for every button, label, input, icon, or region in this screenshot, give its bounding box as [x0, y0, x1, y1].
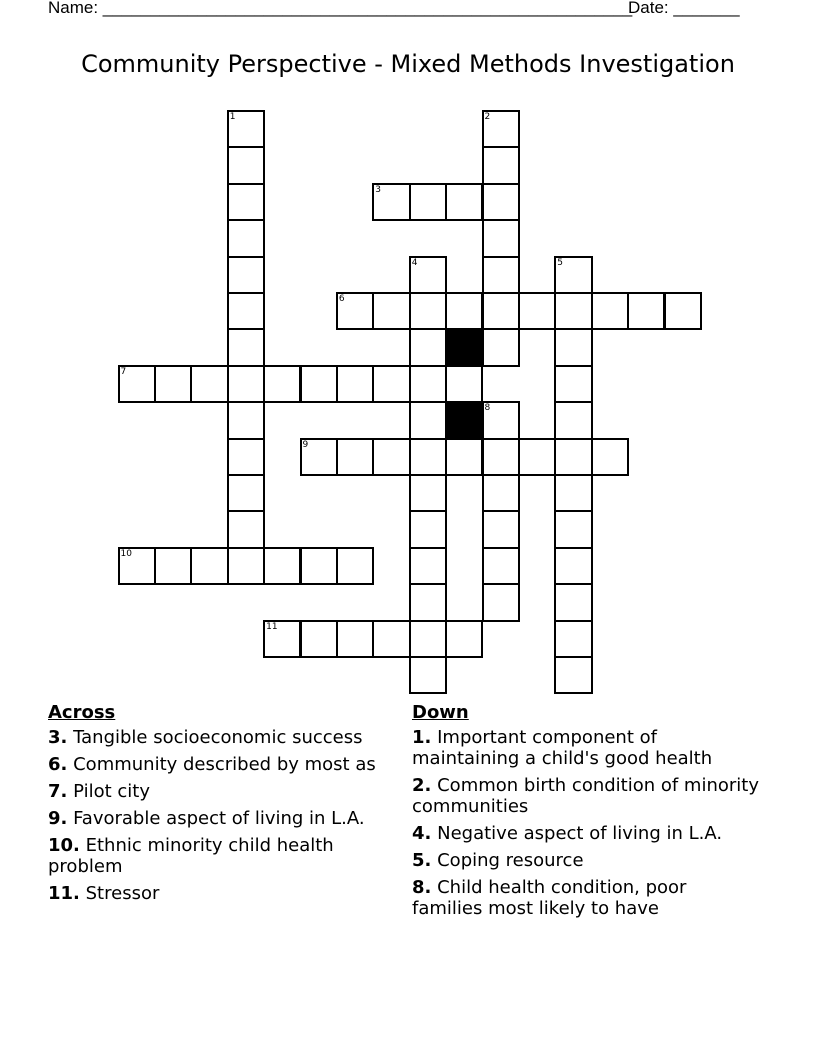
clue-text: Favorable aspect of living in L.A.	[73, 808, 365, 829]
grid-cell[interactable]	[336, 620, 374, 658]
grid-cell[interactable]	[482, 401, 520, 439]
clue-text: Common birth condition of minority communities	[412, 775, 759, 817]
grid-cell[interactable]	[227, 510, 265, 548]
clue-number-label: 5.	[412, 850, 432, 871]
down-clues	[412, 702, 762, 925]
clue-text: Community described by most as	[73, 754, 376, 775]
grid-cell[interactable]	[554, 292, 592, 330]
clue-number-label: 3.	[48, 727, 68, 748]
page-title: Community Perspective - Mixed Methods Investigation	[81, 50, 735, 78]
clue-number-label: 4.	[412, 823, 432, 844]
grid-cell[interactable]	[118, 365, 156, 403]
grid-cell[interactable]	[372, 365, 410, 403]
clue-number: 5	[557, 257, 564, 268]
grid-cell[interactable]	[372, 620, 410, 658]
grid-cell[interactable]	[263, 365, 301, 403]
clue-number-label: 10.	[48, 835, 80, 856]
grid-cell[interactable]	[227, 183, 265, 221]
grid-cell[interactable]	[482, 583, 520, 621]
grid-cell[interactable]	[227, 256, 265, 294]
grid-cell[interactable]	[445, 183, 483, 221]
down-clue	[412, 850, 762, 871]
grid-cell[interactable]	[554, 365, 592, 403]
across-clue	[48, 754, 388, 775]
clue-number: 3	[375, 184, 382, 195]
clue-text: Negative aspect of living in L.A.	[437, 823, 723, 844]
grid-cell[interactable]	[554, 474, 592, 512]
grid-cell[interactable]	[227, 365, 265, 403]
grid-cell[interactable]	[227, 328, 265, 366]
date-field-label: Date: _______	[628, 0, 740, 17]
grid-cell[interactable]	[409, 656, 447, 694]
across-clues	[48, 702, 388, 910]
grid-cell[interactable]	[409, 510, 447, 548]
grid-cell[interactable]	[409, 438, 447, 476]
across-heading: Across	[48, 702, 116, 723]
clue-number: 10	[120, 548, 132, 559]
clue-number: 11	[266, 621, 278, 632]
clue-number-label: 2.	[412, 775, 432, 796]
grid-cell[interactable]	[227, 146, 265, 184]
grid-cell[interactable]	[409, 292, 447, 330]
grid-cell[interactable]	[372, 292, 410, 330]
grid-cell[interactable]	[190, 365, 228, 403]
grid-cell[interactable]	[263, 547, 301, 585]
clue-text: Ethnic minority child health problem	[48, 835, 334, 877]
grid-cell[interactable]	[263, 620, 301, 658]
grid-cell[interactable]	[227, 401, 265, 439]
grid-cell[interactable]	[409, 401, 447, 439]
grid-cell[interactable]	[190, 547, 228, 585]
across-clue	[48, 727, 388, 748]
grid-cell[interactable]	[227, 292, 265, 330]
grid-cell[interactable]	[227, 474, 265, 512]
clue-number-label: 9.	[48, 808, 68, 829]
grid-cell[interactable]	[227, 547, 265, 585]
across-clue	[48, 781, 388, 802]
grid-cell[interactable]	[154, 547, 192, 585]
clue-number: 2	[484, 112, 491, 122]
grid-cell[interactable]	[445, 365, 483, 403]
grid-cell[interactable]	[554, 256, 592, 294]
grid-cell[interactable]	[409, 365, 447, 403]
grid-cell[interactable]	[336, 438, 374, 476]
down-clue	[412, 877, 762, 919]
grid-cell[interactable]	[482, 328, 520, 366]
clue-number: 8	[484, 403, 491, 414]
down-clue	[412, 727, 762, 769]
grid-cell[interactable]	[627, 292, 665, 330]
grid-cell[interactable]	[227, 219, 265, 257]
grid-cell[interactable]	[409, 547, 447, 585]
grid-cell[interactable]	[482, 110, 520, 148]
grid-cell[interactable]	[482, 510, 520, 548]
grid-cell[interactable]	[445, 438, 483, 476]
grid-cell[interactable]	[664, 292, 702, 330]
clue-number-label: 6.	[48, 754, 68, 775]
grid-cell[interactable]	[409, 474, 447, 512]
grid-cell[interactable]	[409, 328, 447, 366]
clue-number: 9	[302, 439, 309, 450]
clue-text: Coping resource	[437, 850, 584, 871]
clue-number-label: 1.	[412, 727, 432, 748]
grid-cell[interactable]	[409, 256, 447, 294]
grid-cell[interactable]	[554, 510, 592, 548]
grid-cell[interactable]	[554, 620, 592, 658]
down-heading: Down	[412, 702, 469, 723]
grid-cell[interactable]	[300, 365, 338, 403]
down-clue	[412, 823, 762, 844]
grid-cell[interactable]	[227, 438, 265, 476]
across-clue	[48, 835, 388, 877]
grid-cell[interactable]	[118, 547, 156, 585]
grid-cell[interactable]	[591, 292, 629, 330]
grid-cell[interactable]	[482, 183, 520, 221]
clue-number: 6	[338, 294, 345, 304]
clue-number-label: 11.	[48, 883, 80, 904]
grid-cell[interactable]	[482, 474, 520, 512]
black-cell	[445, 328, 483, 366]
grid-cell[interactable]	[482, 219, 520, 257]
grid-cell[interactable]	[300, 620, 338, 658]
clue-number: 1	[229, 112, 236, 122]
clue-text: Stressor	[85, 883, 160, 904]
grid-cell[interactable]	[591, 438, 629, 476]
grid-cell[interactable]	[409, 583, 447, 621]
grid-cell[interactable]	[445, 292, 483, 330]
grid-cell[interactable]	[409, 620, 447, 658]
grid-cell[interactable]	[482, 547, 520, 585]
grid-cell[interactable]	[554, 438, 592, 476]
grid-cell[interactable]	[227, 110, 265, 148]
grid-cell[interactable]	[518, 292, 556, 330]
grid-cell[interactable]	[445, 620, 483, 658]
across-clue	[48, 808, 388, 829]
grid-cell[interactable]	[300, 547, 338, 585]
grid-cell[interactable]	[482, 292, 520, 330]
grid-cell[interactable]	[482, 146, 520, 184]
clue-number-label: 7.	[48, 781, 68, 802]
grid-cell[interactable]	[554, 656, 592, 694]
grid-cell[interactable]	[409, 183, 447, 221]
clue-number: 4	[411, 257, 418, 268]
grid-cell[interactable]	[336, 547, 374, 585]
grid-cell[interactable]	[336, 365, 374, 403]
grid-cell[interactable]	[372, 183, 410, 221]
grid-cell[interactable]	[300, 438, 338, 476]
grid-cell[interactable]	[554, 401, 592, 439]
clue-number: 7	[120, 366, 127, 377]
grid-cell[interactable]	[518, 438, 556, 476]
across-clue	[48, 883, 388, 904]
grid-cell[interactable]	[554, 547, 592, 585]
name-field-label: Name: ________________________________________________________	[48, 0, 633, 17]
clue-number-label: 8.	[412, 877, 432, 898]
black-cell	[445, 401, 483, 439]
grid-cell[interactable]	[482, 256, 520, 294]
clue-text: Pilot city	[73, 781, 150, 802]
grid-cell[interactable]	[372, 438, 410, 476]
grid-cell[interactable]	[554, 583, 592, 621]
grid-cell[interactable]	[482, 438, 520, 476]
down-clue	[412, 775, 762, 817]
clue-text: Child health condition, poor families most likely to have	[412, 877, 687, 919]
grid-cell[interactable]	[154, 365, 192, 403]
grid-cell[interactable]	[336, 292, 374, 330]
clue-text: Tangible socioeconomic success	[73, 727, 363, 748]
grid-cell[interactable]	[554, 328, 592, 366]
clue-text: Important component of maintaining a child's good health	[412, 727, 713, 769]
